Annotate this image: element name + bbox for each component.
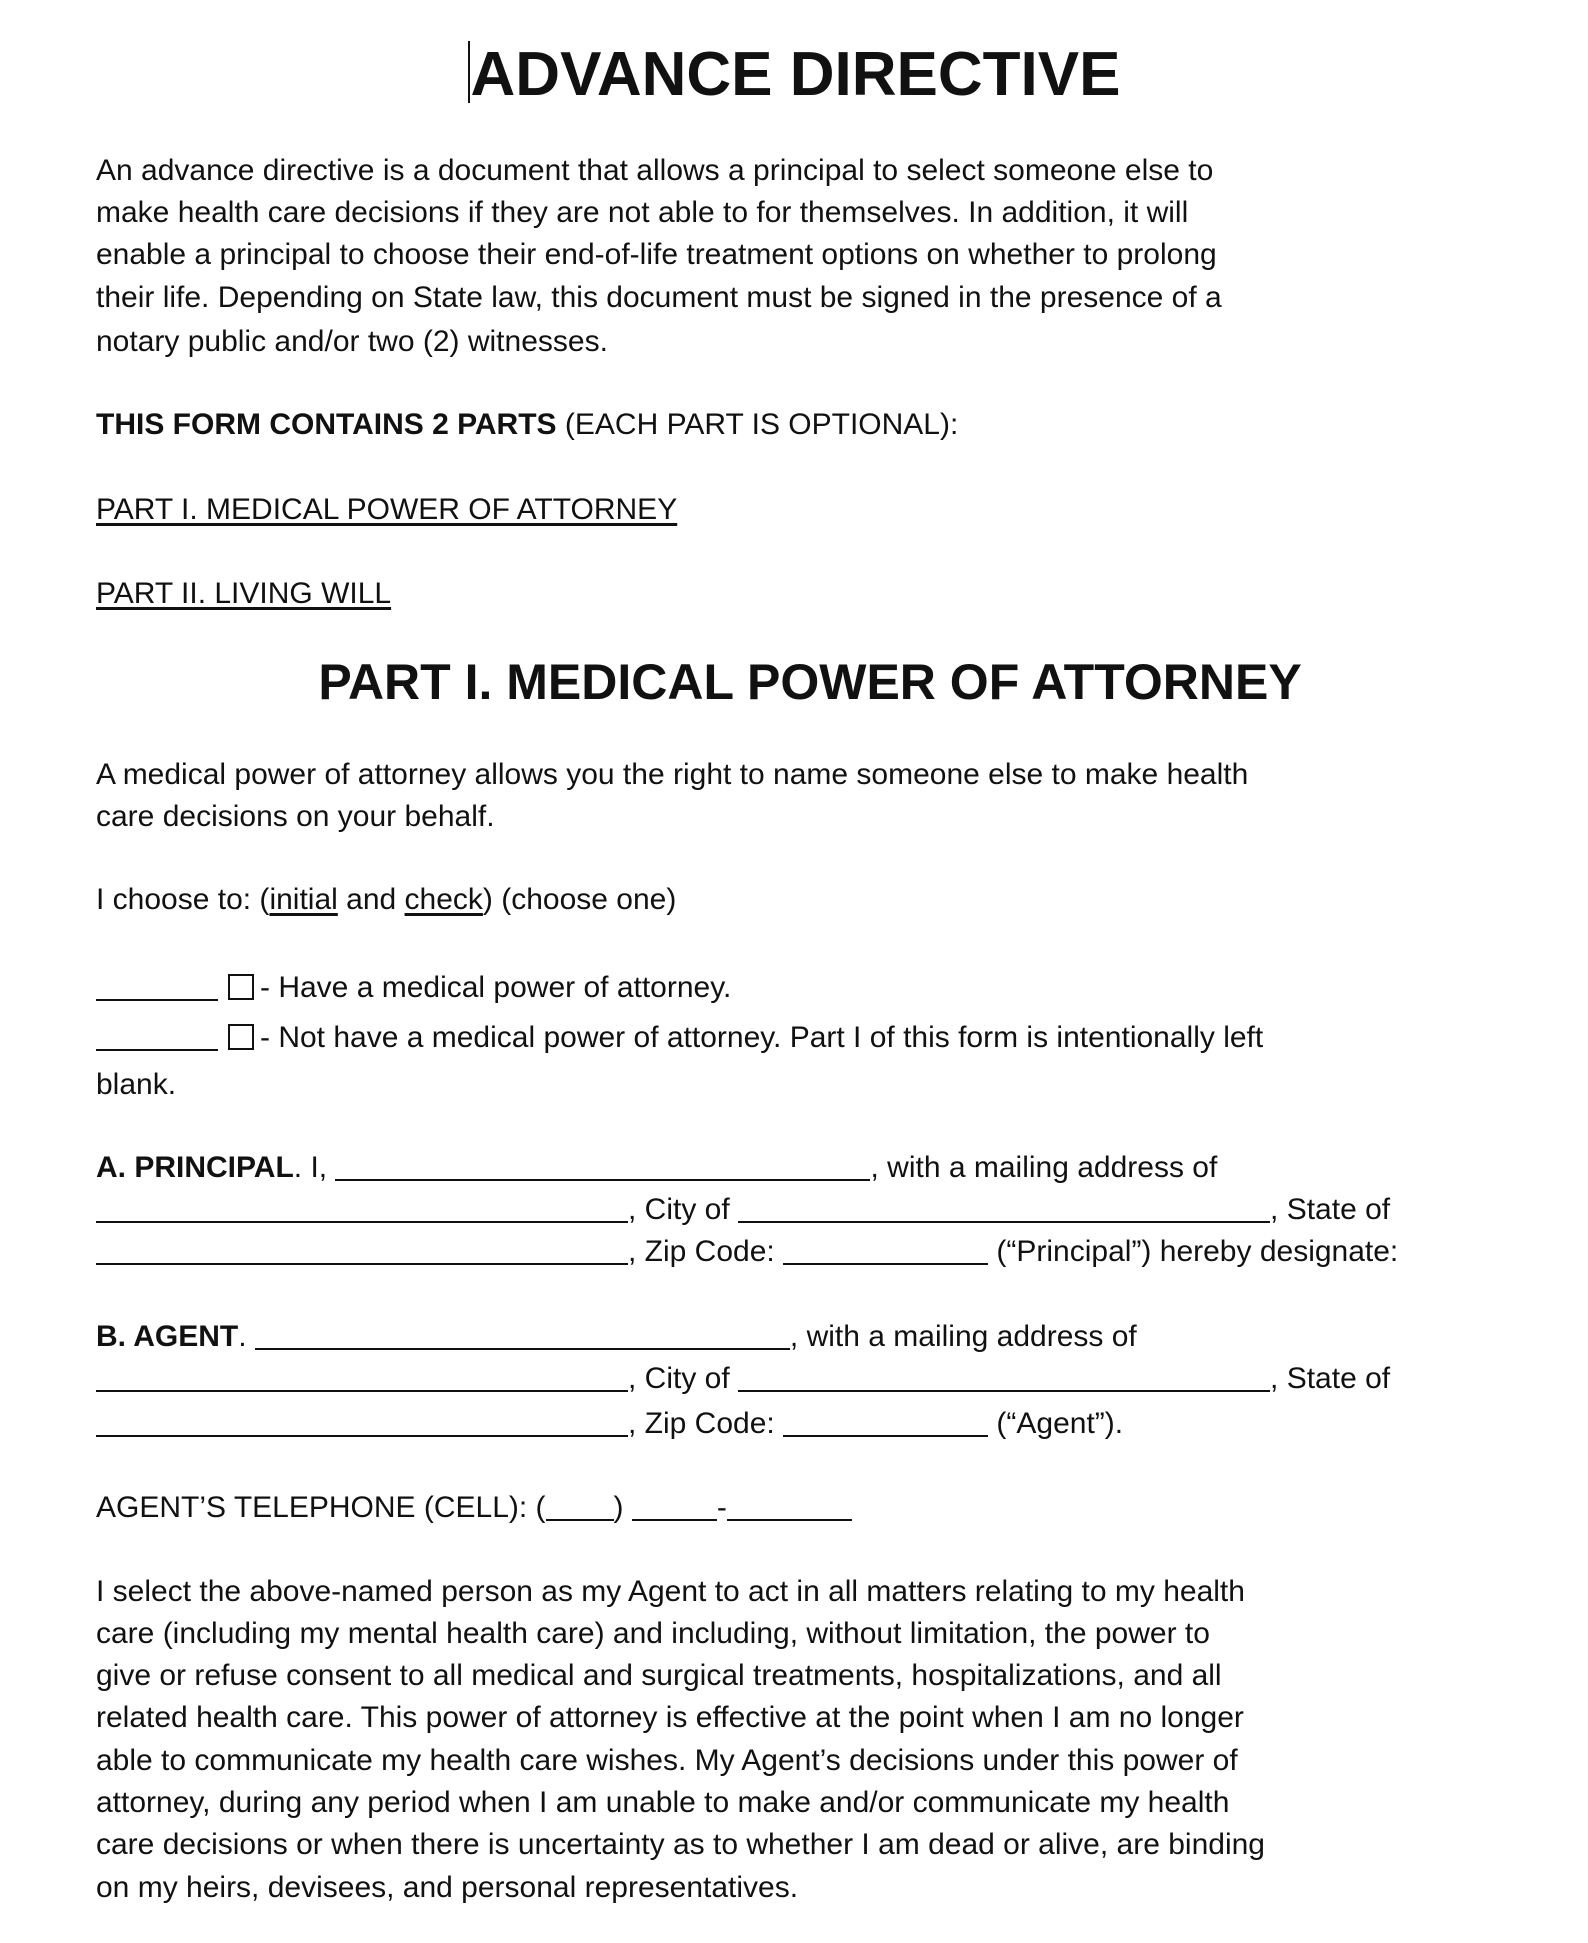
text: , State of xyxy=(1270,1362,1391,1395)
area-code-field[interactable] xyxy=(546,1493,614,1521)
text: - xyxy=(716,1491,727,1524)
choose-post: ) (choose one) xyxy=(482,883,677,916)
text: AGENT’S TELEPHONE (CELL): ( xyxy=(96,1491,546,1524)
initial-blank[interactable] xyxy=(96,1023,218,1051)
principal-address-field[interactable] xyxy=(96,1195,628,1223)
part1-heading: PART I. MEDICAL POWER OF ATTORNEY xyxy=(318,654,1302,710)
choose-pre: I choose to: ( xyxy=(96,883,270,916)
principal-city-field[interactable] xyxy=(738,1195,1270,1223)
text: , Zip Code: xyxy=(628,1235,784,1268)
intro-line: their life. Depending on State law, this document must be signed in the presence of a xyxy=(96,281,1222,314)
form-contains-rest: (EACH PART IS OPTIONAL): xyxy=(556,408,959,441)
principal-line-1 xyxy=(96,1150,1217,1186)
text: (“Principal”) hereby designate: xyxy=(988,1235,1399,1268)
principal-line-3 xyxy=(96,1234,1398,1270)
part1-desc-line: care decisions on your behalf. xyxy=(96,800,495,833)
text: , Zip Code: xyxy=(628,1407,784,1440)
principal-name-field[interactable] xyxy=(335,1153,870,1181)
choose-initial: initial xyxy=(269,883,338,916)
agent-address-field[interactable] xyxy=(96,1364,628,1392)
agent-telephone-line xyxy=(96,1490,852,1526)
part-link-1-text[interactable]: PART I. MEDICAL POWER OF ATTORNEY xyxy=(96,493,678,526)
text: (“Agent”). xyxy=(988,1407,1124,1440)
text: , City of xyxy=(628,1362,739,1395)
agent-state-field[interactable] xyxy=(96,1409,628,1437)
text-cursor xyxy=(468,41,470,103)
text: ) xyxy=(613,1491,632,1524)
text: , City of xyxy=(628,1193,739,1226)
option-have-poa xyxy=(96,970,731,1006)
agent-line-1 xyxy=(96,1319,1137,1355)
choose-instruction xyxy=(96,882,676,918)
option-not-have-poa xyxy=(96,1020,1263,1056)
agent-line-3 xyxy=(96,1406,1123,1442)
phone-prefix-field[interactable] xyxy=(632,1493,717,1521)
intro-line: make health care decisions if they are not able to for themselves. In addition, it will xyxy=(96,196,1189,229)
option-label: - Have a medical power of attorney. xyxy=(260,971,732,1004)
document-title xyxy=(0,40,1588,110)
intro-line: enable a principal to choose their end-of-life treatment options on whether to prolong xyxy=(96,238,1217,271)
select-line: care decisions or when there is uncertainty as to whether I am dead or alive, are binding xyxy=(96,1828,1265,1861)
agent-label: B. AGENT xyxy=(96,1320,239,1353)
choose-and: and xyxy=(337,883,405,916)
agent-name-field[interactable] xyxy=(255,1322,790,1350)
select-line: on my heirs, devisees, and personal representatives. xyxy=(96,1871,799,1904)
checkbox-icon[interactable] xyxy=(228,1024,254,1050)
part1-desc-line: A medical power of attorney allows you the right to name someone else to make health xyxy=(96,758,1249,791)
form-contains-line xyxy=(96,407,958,443)
intro-line: notary public and/or two (2) witnesses. xyxy=(96,325,608,358)
title-text: ADVANCE DIRECTIVE xyxy=(470,40,1121,109)
intro-line: An advance directive is a document that allows a principal to select someone else to xyxy=(96,154,1214,187)
agent-line-2 xyxy=(96,1361,1390,1397)
part-link-2-text[interactable]: PART II. LIVING WILL xyxy=(96,577,392,610)
text: . xyxy=(238,1320,255,1353)
select-line: related health care. This power of attorney is effective at the point when I am no longer xyxy=(96,1701,1244,1734)
select-line: care (including my mental health care) and including, without limitation, the power to xyxy=(96,1617,1210,1650)
agent-city-field[interactable] xyxy=(738,1364,1270,1392)
part-link-2[interactable] xyxy=(96,576,391,612)
text: , State of xyxy=(1270,1193,1391,1226)
principal-zip-field[interactable] xyxy=(783,1237,988,1265)
initial-blank[interactable] xyxy=(96,973,218,1001)
select-line: able to communicate my health care wishes. My Agent’s decisions under this power of xyxy=(96,1744,1238,1777)
form-contains-bold: THIS FORM CONTAINS 2 PARTS xyxy=(96,408,557,441)
agent-zip-field[interactable] xyxy=(783,1409,988,1437)
checkbox-icon[interactable] xyxy=(228,974,254,1000)
option-label: - Not have a medical power of attorney. Part I of this form is intentionally left xyxy=(260,1021,1264,1054)
select-line: I select the above-named person as my Agent to act in all matters relating to my health xyxy=(96,1575,1245,1608)
text: , with a mailing address of xyxy=(870,1151,1218,1184)
principal-line-2 xyxy=(96,1192,1390,1228)
principal-label: A. PRINCIPAL xyxy=(96,1151,294,1184)
select-line: attorney, during any period when I am unable to make and/or communicate my health xyxy=(96,1786,1230,1819)
choose-check: check xyxy=(404,883,483,916)
part-link-1[interactable] xyxy=(96,492,677,528)
text: , with a mailing address of xyxy=(789,1320,1137,1353)
option-continuation: blank. xyxy=(96,1068,177,1101)
text: . I, xyxy=(293,1151,336,1184)
select-line: give or refuse consent to all medical and surgical treatments, hospitalizations, and all xyxy=(96,1659,1222,1692)
principal-state-field[interactable] xyxy=(96,1237,628,1265)
phone-number-field[interactable] xyxy=(727,1493,852,1521)
